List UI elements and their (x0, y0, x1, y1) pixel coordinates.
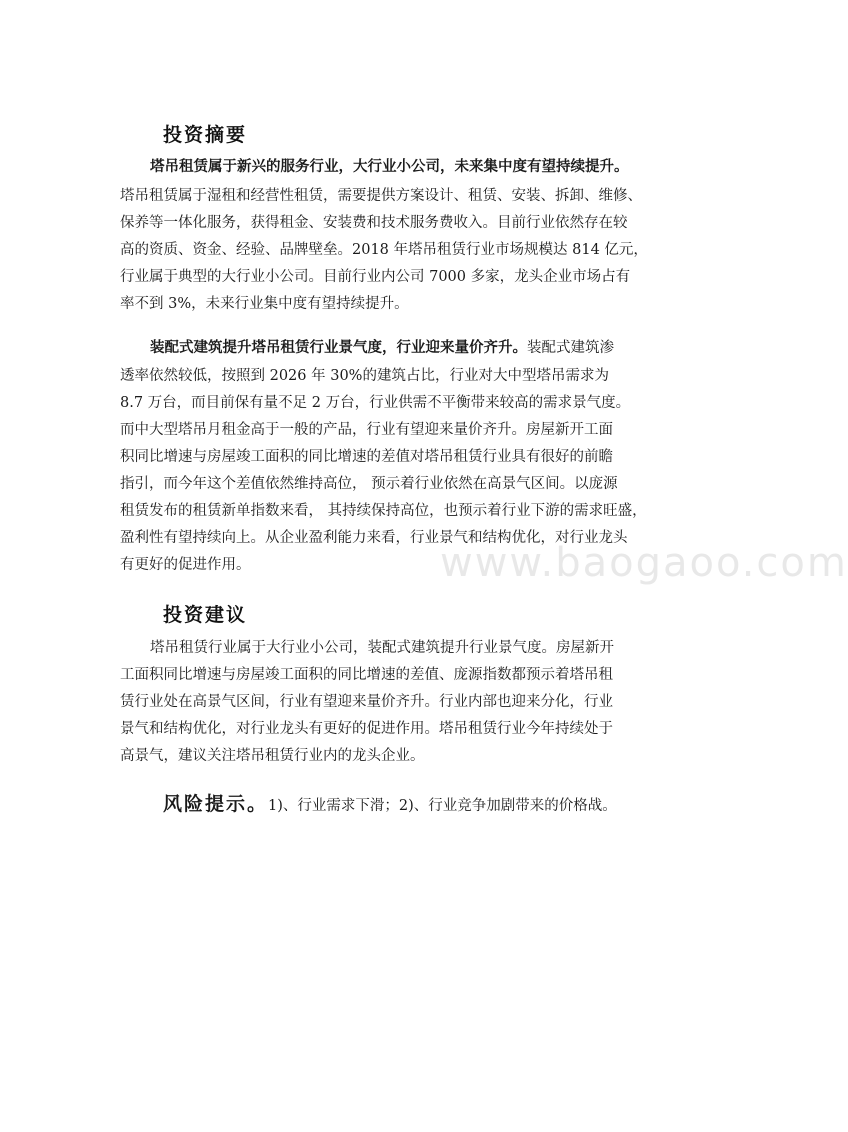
advice-line-3: 赁行业处在高景气区间，行业有望迎来量价齐升。行业内部也迎来分化，行业 (120, 694, 613, 710)
paragraph-2-line-8: 有更好的促进作用。 (120, 557, 251, 573)
risk-warning (163, 794, 617, 816)
paragraph-2-line-4: 积同比增速与房屋竣工面积的同比增速的差值对塔吊租赁行业具有很好的前瞻 (120, 449, 613, 465)
paragraph-1-line-1: 塔吊租赁属于湿租和经营性租赁，需要提供方案设计、租赁、安装、拆卸、维修、 (120, 188, 642, 204)
paragraph-1-line-3: 高的资质、资金、经验、品牌壁垒。2018 年塔吊租赁行业市场规模达 814 亿元， (120, 242, 648, 258)
paragraph-2-line-5: 指引，而今年这个差值依然维持高位， 预示着行业依然在高景气区间。以庞源 (120, 476, 618, 492)
paragraph-1-lead (150, 157, 629, 177)
heading-investment-advice: 投资建议 (163, 604, 248, 626)
paragraph-1-line-2: 保养等一体化服务，获得租金、安装费和技术服务费收入。目前行业依然存在较 (120, 215, 628, 231)
paragraph-2-line-6: 租赁发布的租赁新单指数来看， 其持续保持高位，也预示着行业下游的需求旺盛， (120, 503, 647, 519)
risk-warning-title: 风险提示。 (163, 793, 269, 815)
paragraph-2-line-3: 而中大型塔吊月租金高于一般的产品，行业有望迎来量价齐升。房屋新开工面 (120, 422, 613, 438)
watermark: www.baogaoo.com (440, 540, 848, 586)
risk-warning-text: 1)、行业需求下滑；2)、行业竞争加剧带来的价格战。 (268, 798, 617, 814)
advice-line-2: 工面积同比增速与房屋竣工面积的同比增速的差值、庞源指数都预示着塔吊租 (120, 667, 613, 683)
paragraph-1-lead-bold: 塔吊租赁属于新兴的服务行业，大行业小公司，未来集中度有望持续提升。 (150, 159, 629, 175)
paragraph-2-lead (150, 338, 614, 358)
paragraph-2-line-2: 8.7 万台，而目前保有量不足 2 万台，行业供需不平衡带来较高的需求景气度。 (120, 395, 631, 411)
paragraph-2-lead-tail: 装配式建筑渗 (527, 340, 614, 356)
paragraph-2-line-1: 透率依然较低，按照到 2026 年 30%的建筑占比，行业对大中型塔吊需求为 (120, 368, 609, 384)
paragraph-1-line-4: 行业属于典型的大行业小公司。目前行业内公司 7000 多家，龙头企业市场占有 (120, 269, 631, 285)
advice-line-1: 塔吊租赁行业属于大行业小公司，装配式建筑提升行业景气度。房屋新开 (150, 640, 614, 656)
paragraph-1-line-5: 率不到 3%，未来行业集中度有望持续提升。 (120, 296, 409, 312)
advice-line-5: 高景气，建议关注塔吊租赁行业内的龙头企业。 (120, 748, 425, 764)
heading-investment-summary: 投资摘要 (163, 124, 248, 146)
advice-line-4: 景气和结构优化，对行业龙头有更好的促进作用。塔吊租赁行业今年持续处于 (120, 721, 613, 737)
paragraph-2-line-7: 盈利性有望持续向上。从企业盈利能力来看，行业景气和结构优化，对行业龙头 (120, 530, 628, 546)
paragraph-2-lead-bold: 装配式建筑提升塔吊租赁行业景气度，行业迎来量价齐升。 (150, 340, 527, 356)
